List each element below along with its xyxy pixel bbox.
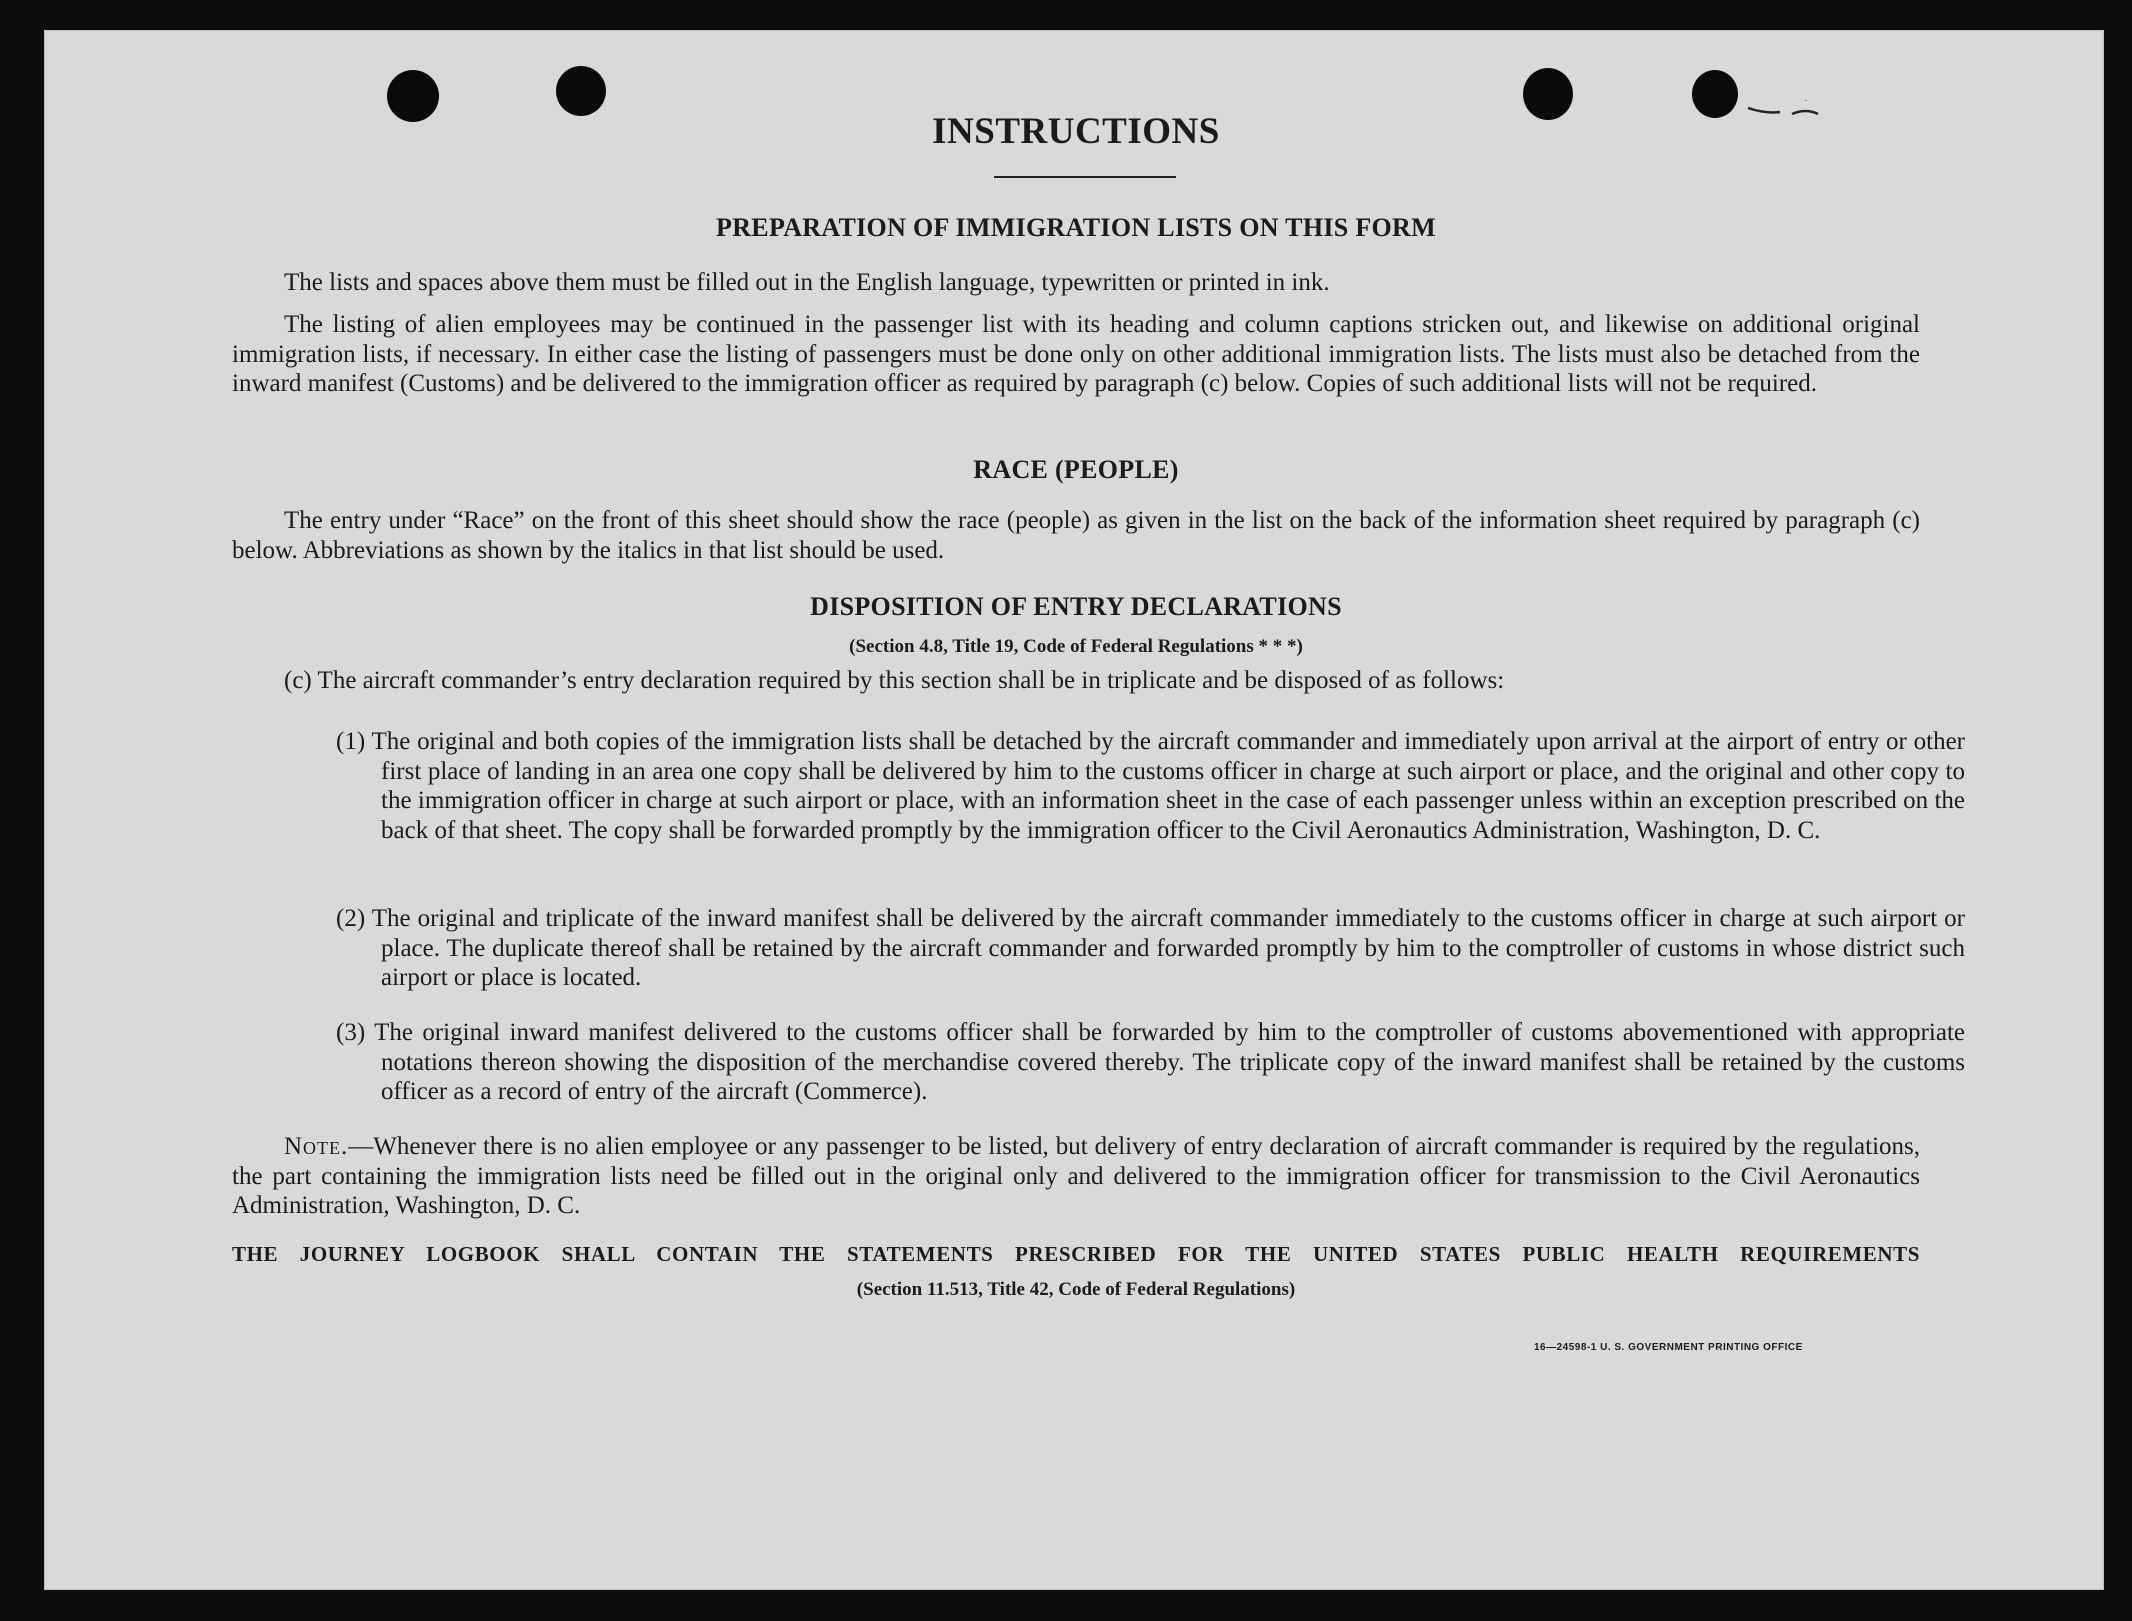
- note-label: Note.: [284, 1133, 349, 1160]
- section-heading-disposition: DISPOSITION OF ENTRY DECLARATIONS: [810, 592, 1342, 621]
- disposition-citation: (Section 4.8, Title 19, Code of Federal Regulations * * *): [849, 636, 1303, 657]
- section-heading-preparation: PREPARATION OF IMMIGRATION LISTS ON THIS FORM: [716, 213, 1436, 242]
- paragraph-entry-declaration: (c) The aircraft commander’s entry declaration required by this section shall be in triplicate and be disposed of as follows:: [284, 667, 1505, 694]
- section-heading-race: RACE (PEOPLE): [973, 455, 1179, 484]
- title-divider: [994, 176, 1176, 178]
- paragraph-language: The lists and spaces above them must be filled out in the English language, typewritten or printed in ink.: [284, 269, 1330, 296]
- note-paragraph: [232, 1132, 1920, 1221]
- public-health-statement: THE JOURNEY LOGBOOK SHALL CONTAIN THE STATEMENTS PRESCRIBED FOR THE UNITED STATES PUBLIC HEALTH REQUIREMENTS: [232, 1242, 1920, 1266]
- paragraph-race: The entry under “Race” on the front of this sheet should show the race (people) as given in the list on the back of the information sheet required by paragraph (c) below. Abbreviations as shown by the italics in that list should be used.: [232, 507, 1920, 564]
- paragraph-alien-employees: The listing of alien employees may be continued in the passenger list with its heading and column captions stricken out, and likewise on additional original immigration lists, if necessary. In either case the listing of passengers must be done only on other additional immigration lists. The lists must also be detached from the inward manifest (Customs) and be delivered to the immigration officer as required by paragraph (c) below. Copies of such additional lists will not be required.: [232, 311, 1920, 397]
- page-title: INSTRUCTIONS: [932, 111, 1220, 152]
- punch-hole: [556, 66, 606, 116]
- note-text: —Whenever there is no alien employee or any passenger to be listed, but delivery of entry declaration of aircraft commander is required by the regulations, the part containing the immigration lists need be filled out in the original only and delivered to the immigration officer for transmission to the Civil Aeronautics Administration, Washington, D. C.: [232, 1133, 1920, 1219]
- printer-imprint: 16—24598-1 U. S. GOVERNMENT PRINTING OFFICE: [1534, 1342, 1803, 1353]
- list-item: (1) The original and both copies of the immigration lists shall be detached by the aircraft commander and immediately upon arrival at the airport of entry or other first place of landing in an area one copy shall be delivered by him to the customs officer in charge at such airport or place, and the original and other copy to the immigration officer in charge at such airport or place, with an information sheet in the case of each passenger unless within an exception prescribed on the back of that sheet. The copy shall be forwarded promptly by the immigration officer to the Civil Aeronautics Administration, Washington, D. C.: [336, 728, 1965, 844]
- document-sheet: [44, 30, 2104, 1590]
- list-item: (2) The original and triplicate of the inward manifest shall be delivered by the aircraft commander immediately to the customs officer in charge at such airport or place. The duplicate thereof shall be retained by the aircraft commander and forwarded promptly by him to the comptroller of customs in whose district such airport or place is located.: [336, 905, 1965, 991]
- list-item: (3) The original inward manifest delivered to the customs officer shall be forwarded by him to the comptroller of customs abovementioned with appropriate notations thereon showing the disposition of the merchandise covered thereby. The triplicate copy of the inward manifest shall be retained by the customs officer as a record of entry of the aircraft (Commerce).: [336, 1019, 1965, 1105]
- public-health-citation: (Section 11.513, Title 42, Code of Federal Regulations): [856, 1279, 1296, 1300]
